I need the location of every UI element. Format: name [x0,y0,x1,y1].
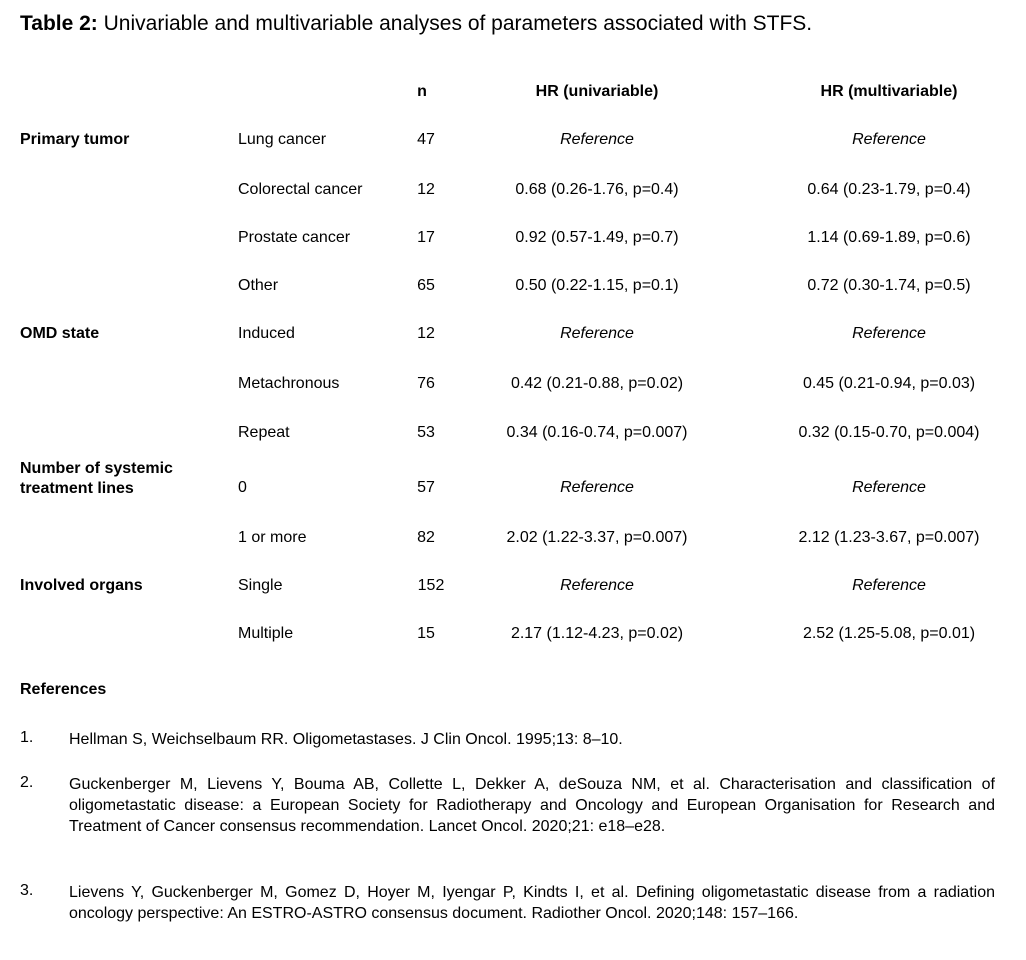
row-hr-multivariable: Reference [852,577,926,594]
row-n: 15 [417,625,435,642]
row-hr-multivariable: 2.52 (1.25-5.08, p=0.01) [802,625,976,642]
table-caption-label: Table 2: [20,12,98,35]
group-label: Primary tumor [20,131,130,148]
row-subgroup: Repeat [238,424,290,441]
row-n: 47 [417,131,435,148]
row-hr-univariable: 0.50 (0.22-1.15, p=0.1) [515,277,679,294]
row-hr-univariable: 0.92 (0.57-1.49, p=0.7) [515,229,679,246]
row-n: 12 [417,325,435,342]
row-n: 57 [417,479,435,496]
group-label: Number of systemic treatment lines [20,460,173,497]
references-heading: References [20,681,107,698]
row-hr-univariable: 2.17 (1.12-4.23, p=0.02) [510,625,684,642]
row-hr-multivariable: 2.12 (1.23-3.67, p=0.007) [798,529,980,546]
row-subgroup: Lung cancer [238,131,327,148]
reference-text: Lievens Y, Guckenberger M, Gomez D, Hoyer M, Iyengar P, Kindts I, et al. Defining oligometastatic disease from a radiation oncology perspective: An ESTRO-ASTRO consensus document. Radiother Oncol. 2020;148: 157–166. [69,884,995,922]
row-n: 76 [417,375,435,392]
header-hr-multivariable: HR (multivariable) [820,83,958,100]
row-subgroup: Multiple [238,625,294,642]
row-hr-univariable: Reference [560,479,634,496]
row-hr-multivariable: Reference [852,325,926,342]
row-n: 12 [417,181,435,198]
row-hr-multivariable: 0.72 (0.30-1.74, p=0.5) [807,277,971,294]
row-hr-multivariable: Reference [852,131,926,148]
reference-text: Hellman S, Weichselbaum RR. Oligometastases. J Clin Oncol. 1995;13: 8–10. [69,731,623,748]
row-n: 82 [417,529,435,546]
header-n: n [417,83,427,100]
row-subgroup: Prostate cancer [238,229,351,246]
row-subgroup: 1 or more [238,529,307,546]
row-hr-multivariable: Reference [852,479,926,496]
reference-number: 2. [20,774,34,791]
reference-text: Guckenberger M, Lievens Y, Bouma AB, Collette L, Dekker A, deSouza NM, et al. Characterisation and classification of oligometastatic disease: a European Society for Radiotherapy and Oncology and European Organisation for Research and Treatment of Cancer consensus recommendation. Lancet Oncol. 2020;21: e18–e28. [69,776,995,835]
reference-number: 1. [20,729,34,746]
row-n: 17 [417,229,435,246]
group-label: Involved organs [20,577,143,594]
table-caption-text: Univariable and multivariable analyses of parameters associated with STFS. [97,12,813,35]
header-hr-univariable: HR (univariable) [535,83,659,100]
table-caption [20,12,812,36]
row-hr-multivariable: 0.45 (0.21-0.94, p=0.03) [802,375,976,392]
row-hr-univariable: 0.42 (0.21-0.88, p=0.02) [510,375,684,392]
reference-number: 3. [20,882,34,899]
group-label: OMD state [20,325,100,342]
row-hr-univariable: 2.02 (1.22-3.37, p=0.007) [506,529,688,546]
row-subgroup: Other [238,277,279,294]
row-n: 65 [417,277,435,294]
row-subgroup: Induced [238,325,295,342]
row-hr-multivariable: 0.64 (0.23-1.79, p=0.4) [807,181,971,198]
row-n: 152 [417,577,445,594]
row-hr-univariable: 0.68 (0.26-1.76, p=0.4) [515,181,679,198]
row-hr-univariable: 0.34 (0.16-0.74, p=0.007) [506,424,688,441]
row-subgroup: Metachronous [238,375,340,392]
row-hr-univariable: Reference [560,131,634,148]
row-subgroup: 0 [238,479,247,496]
row-hr-multivariable: 1.14 (0.69-1.89, p=0.6) [807,229,971,246]
row-hr-univariable: Reference [560,577,634,594]
row-n: 53 [417,424,435,441]
row-subgroup: Colorectal cancer [238,181,363,198]
row-subgroup: Single [238,577,283,594]
row-hr-univariable: Reference [560,325,634,342]
row-hr-multivariable: 0.32 (0.15-0.70, p=0.004) [798,424,980,441]
